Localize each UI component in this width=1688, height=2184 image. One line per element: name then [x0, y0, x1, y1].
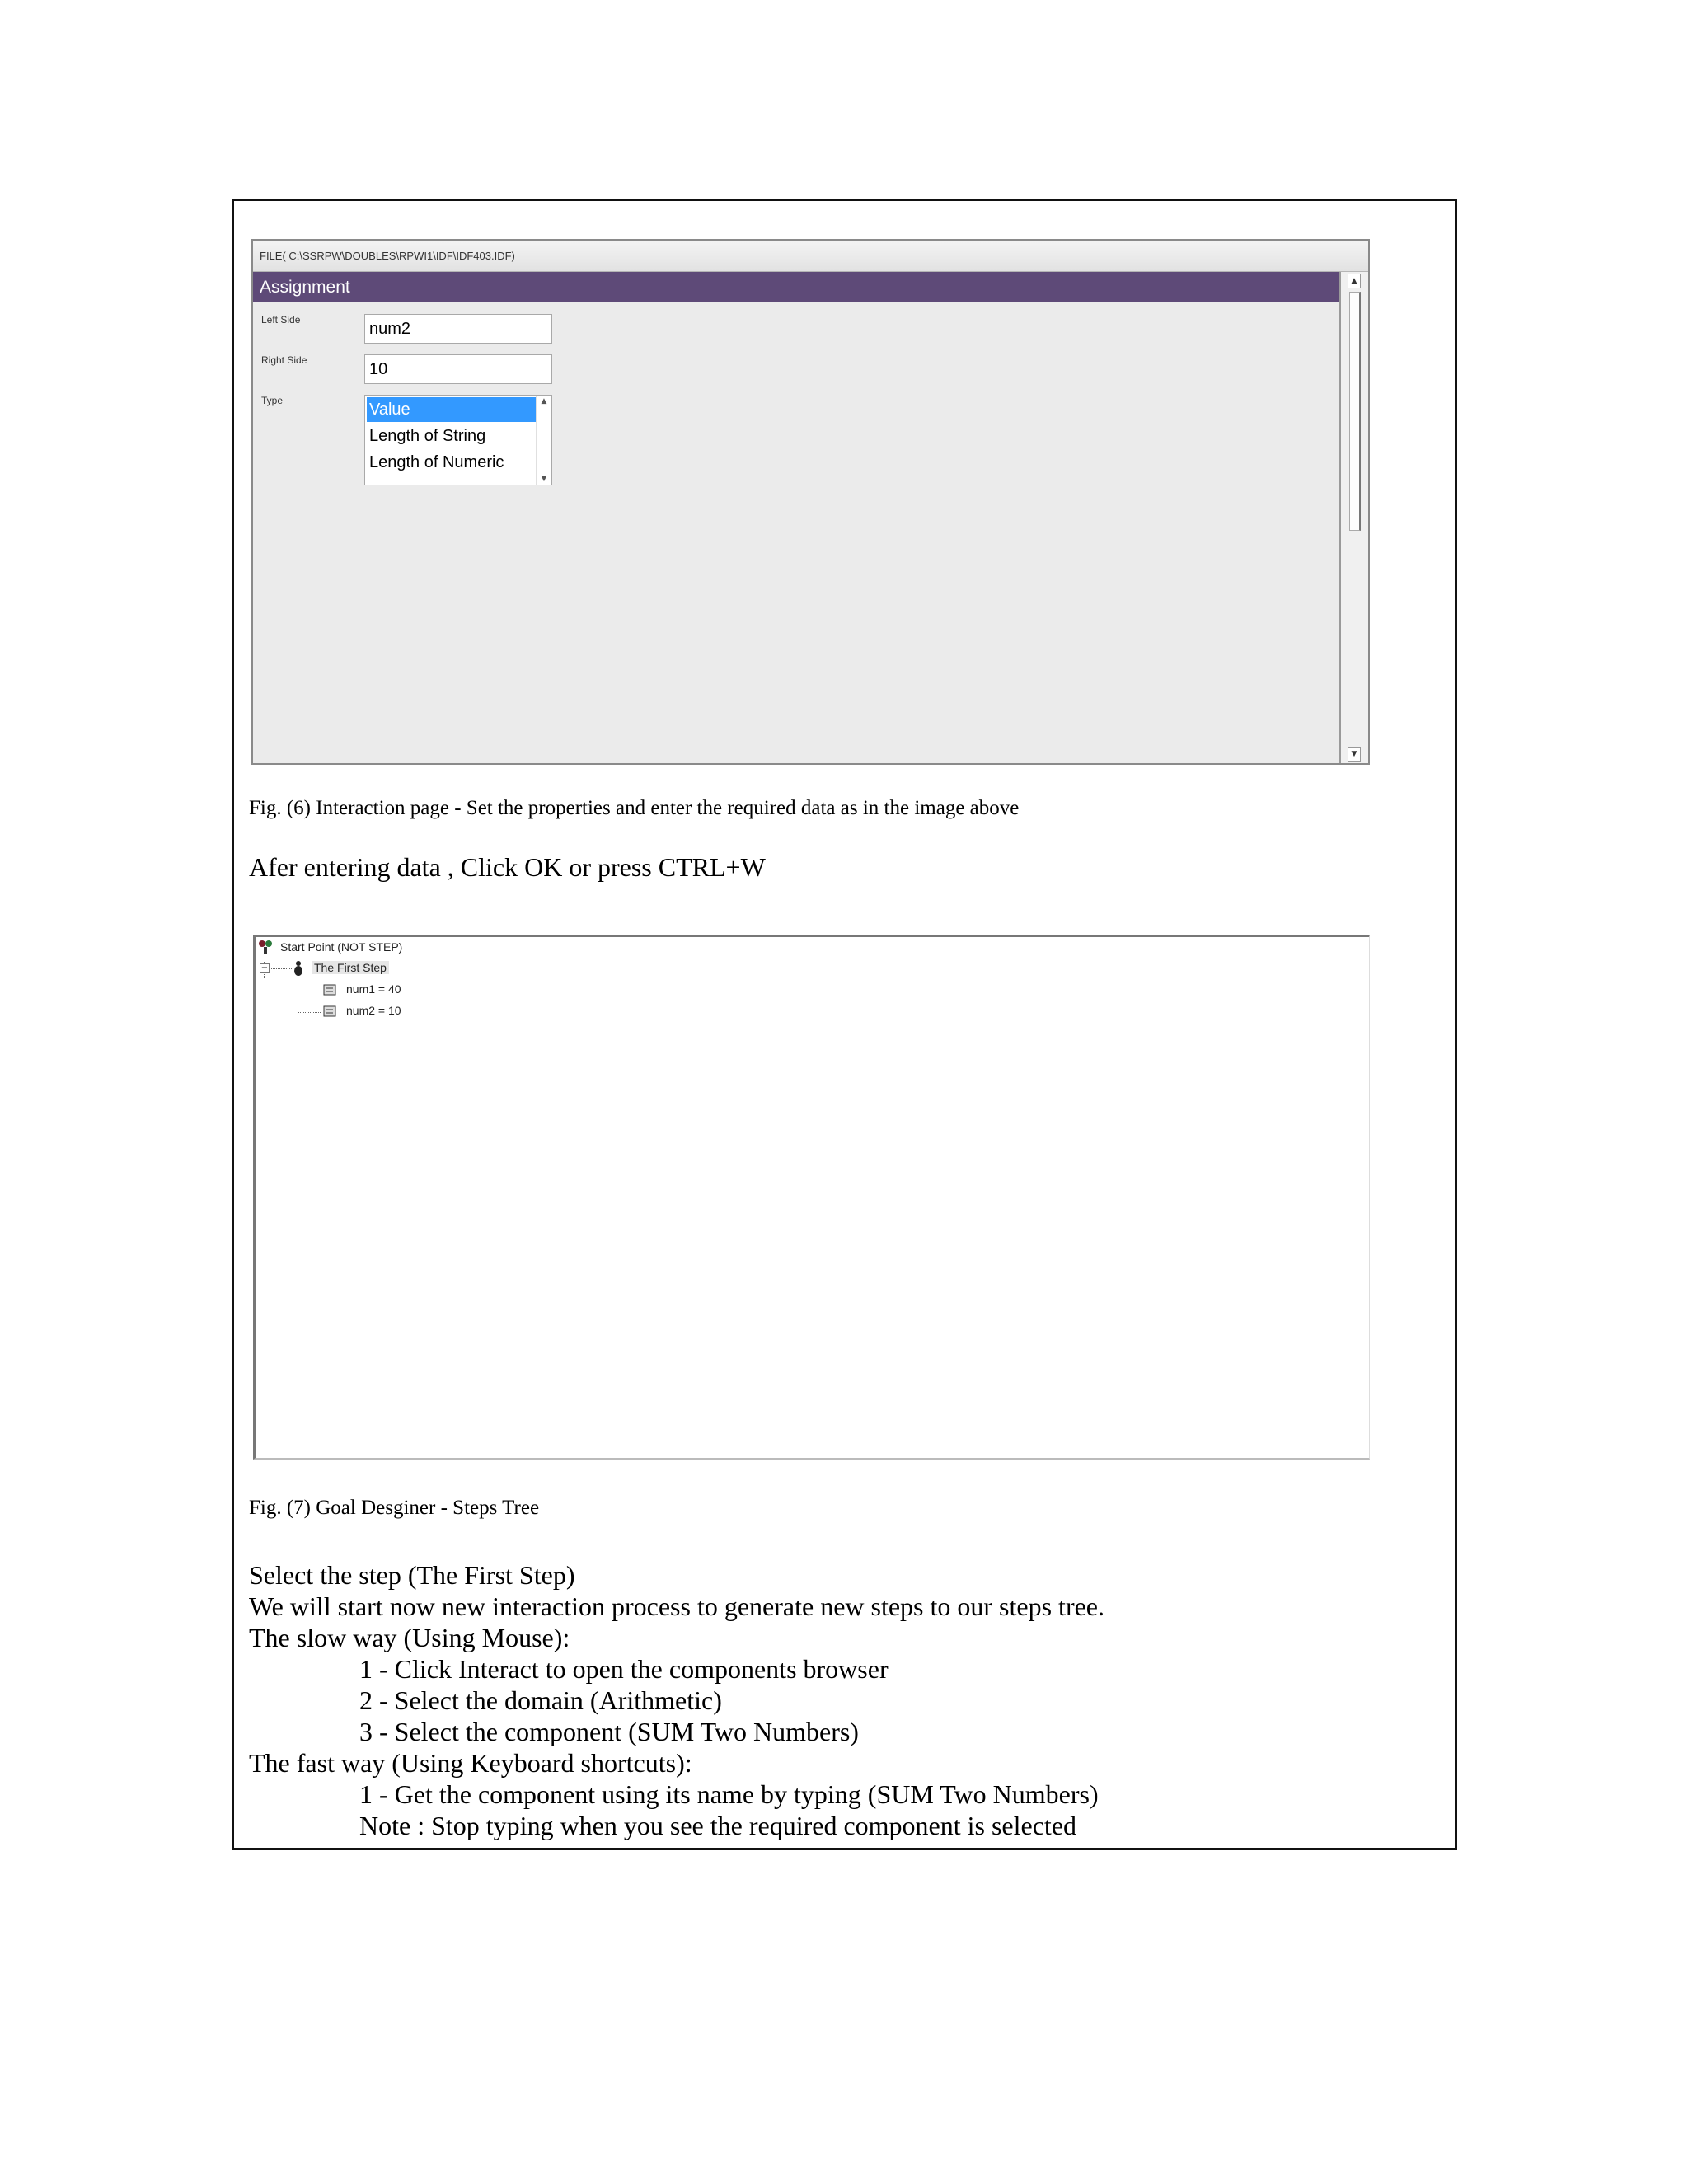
steps-tree-panel: [253, 935, 1370, 1460]
scrollbar-thumb[interactable]: [1349, 292, 1361, 531]
chevron-down-icon[interactable]: ▼: [541, 475, 547, 483]
tree-connector: [269, 968, 293, 969]
assignment-node-icon: [323, 984, 336, 996]
right-side-label: Right Side: [261, 354, 307, 366]
type-option-value[interactable]: Value: [367, 397, 537, 422]
type-option-length-of-string[interactable]: Length of String: [369, 427, 486, 445]
fig7-caption: Fig. (7) Goal Desginer - Steps Tree: [249, 1497, 540, 1519]
body-line: 2 - Select the domain (Arithmetic): [359, 1685, 722, 1715]
left-side-label: Left Side: [261, 314, 301, 326]
assignment-window: [251, 239, 1370, 765]
right-side-input[interactable]: 10: [364, 354, 552, 384]
body-line: We will start now new interaction process to generate new steps to our steps tree.: [249, 1591, 1104, 1621]
body-line: Select the step (The First Step): [249, 1560, 575, 1590]
assignment-header: Assignment: [253, 272, 1343, 302]
body-line: The slow way (Using Mouse):: [249, 1623, 570, 1652]
type-label: Type: [261, 395, 284, 406]
tree-node-first-step[interactable]: The First Step: [312, 961, 389, 974]
chevron-up-icon[interactable]: ▲: [541, 397, 547, 405]
window-vertical-scrollbar[interactable]: [1339, 272, 1368, 763]
type-option-length-of-numeric[interactable]: Length of Numeric: [369, 453, 504, 471]
scroll-down-icon[interactable]: ▼: [1348, 747, 1361, 762]
instruction-text: Afer entering data , Click OK or press CTRL+W: [249, 852, 766, 882]
left-side-input[interactable]: num2: [364, 314, 552, 344]
assignment-node-icon: [323, 1005, 336, 1017]
window-title-bar: FILE( C:\SSRPW\DOUBLES\RPWI1\IDF\IDF403.IDF): [253, 241, 1368, 272]
fig6-caption: Fig. (6) Interaction page - Set the properties and enter the required data as in the image above: [249, 797, 1020, 819]
body-line: 1 - Click Interact to open the components browser: [359, 1654, 889, 1684]
tree-node-num1[interactable]: num1 = 40: [346, 982, 401, 996]
tree-node-num2[interactable]: num2 = 10: [346, 1004, 401, 1017]
body-line: The fast way (Using Keyboard shortcuts):: [249, 1748, 692, 1778]
type-listbox[interactable]: [364, 395, 552, 485]
body-line: 3 - Select the component (SUM Two Numbers): [359, 1717, 859, 1746]
tree-connector: [298, 1012, 321, 1013]
tree-node-start-point[interactable]: Start Point (NOT STEP): [280, 940, 403, 954]
body-line: 1 - Get the component using its name by typing (SUM Two Numbers): [359, 1779, 1099, 1809]
start-point-icon: [257, 939, 274, 955]
scroll-up-icon[interactable]: ▲: [1348, 274, 1361, 288]
body-line: Note : Stop typing when you see the required component is selected: [359, 1811, 1077, 1840]
collapse-toggle-icon[interactable]: −: [260, 963, 269, 972]
step-person-icon: [293, 960, 304, 977]
type-listbox-scrollbar[interactable]: [536, 396, 551, 485]
